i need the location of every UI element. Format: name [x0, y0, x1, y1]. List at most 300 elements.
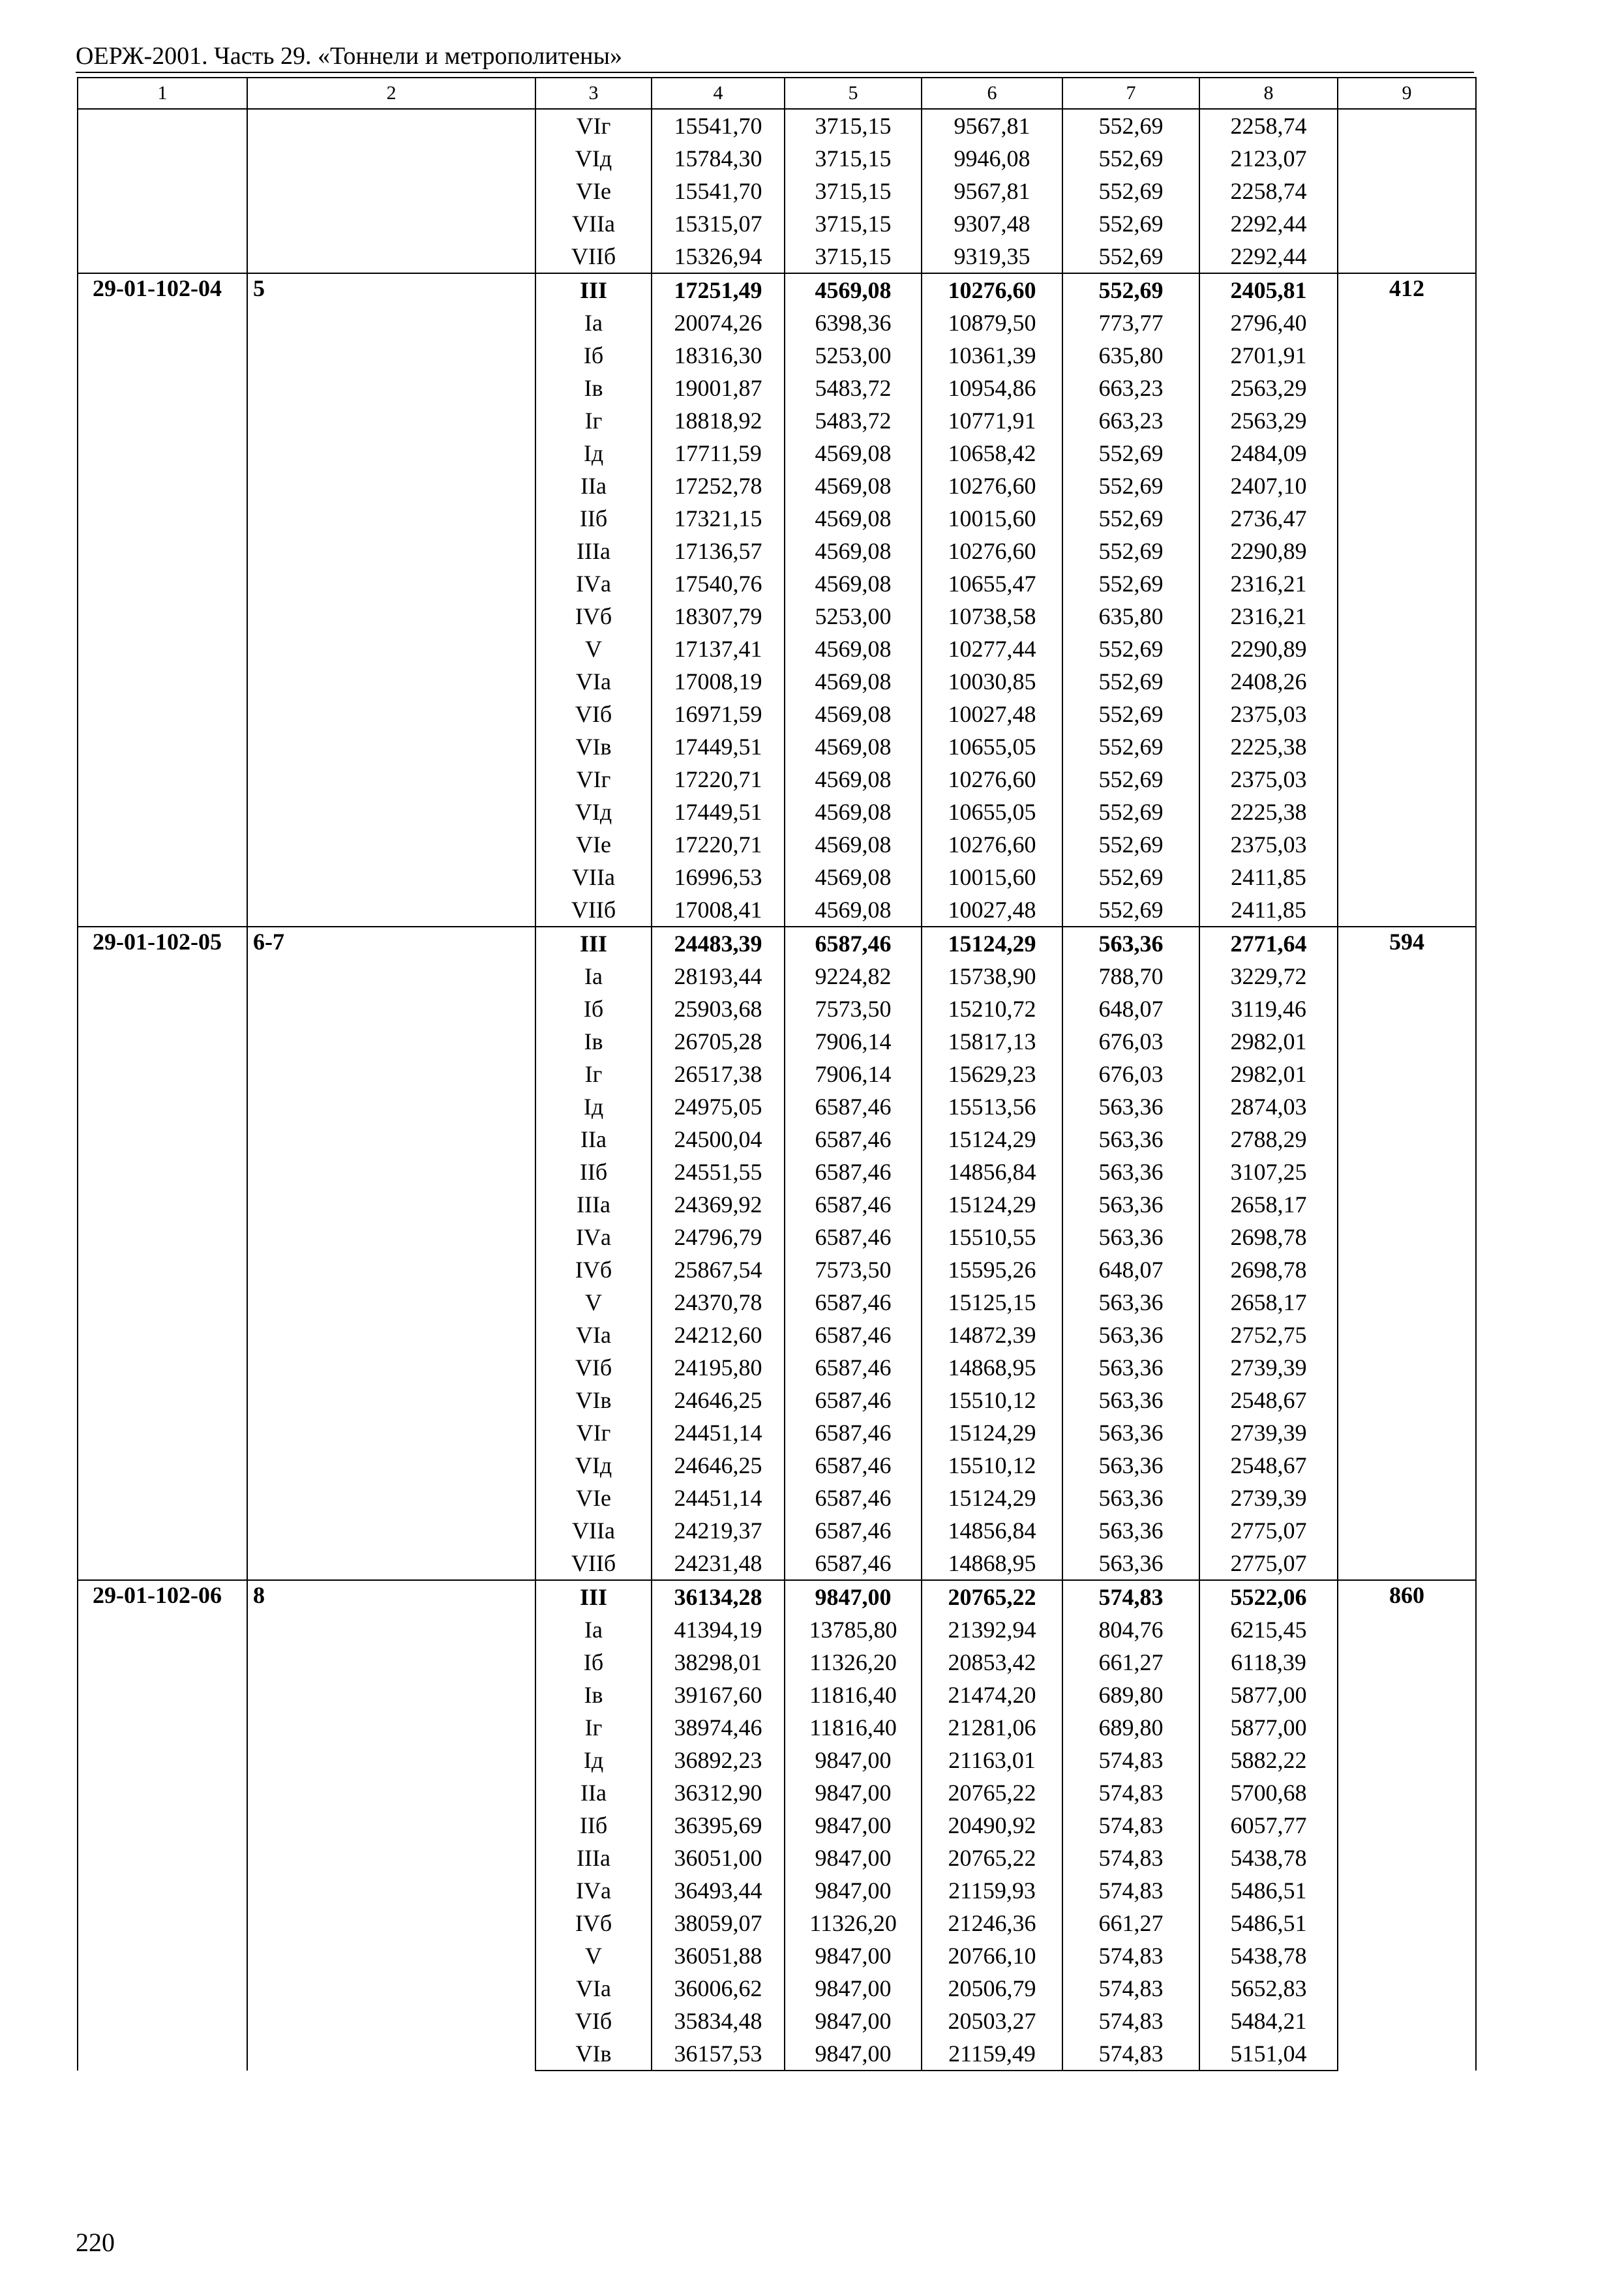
value-cell: 2408,26: [1199, 665, 1338, 698]
value-cell: 5486,51: [1199, 1907, 1338, 1939]
value-cell: 689,80: [1062, 1679, 1199, 1711]
value-cell: 20765,22: [922, 1580, 1062, 1613]
value-cell: 24370,78: [652, 1286, 785, 1319]
value-cell: 7906,14: [785, 1025, 922, 1058]
value-cell: 17251,49: [652, 273, 785, 307]
value-cell: 4569,08: [785, 861, 922, 893]
value-cell: 26517,38: [652, 1058, 785, 1090]
type-cell: Iа: [535, 307, 652, 339]
value-cell: 15629,23: [922, 1058, 1062, 1090]
value-cell: 28193,44: [652, 960, 785, 993]
value-cell: 24231,48: [652, 1547, 785, 1580]
type-cell: IIа: [535, 1776, 652, 1809]
value-cell: 17008,41: [652, 893, 785, 927]
type-cell: VIд: [535, 796, 652, 828]
value-cell: 36157,53: [652, 2037, 785, 2071]
column-header: 5: [785, 78, 922, 109]
value-cell: 804,76: [1062, 1613, 1199, 1646]
value-cell: 574,83: [1062, 1939, 1199, 1972]
type-cell: VIд: [535, 142, 652, 175]
rate-code-cell: 29-01-102-06: [78, 1580, 247, 2071]
value-cell: 788,70: [1062, 960, 1199, 993]
value-cell: 5484,21: [1199, 2005, 1338, 2037]
value-cell: 9567,81: [922, 175, 1062, 207]
value-cell: 552,69: [1062, 109, 1199, 142]
value-cell: 24369,92: [652, 1188, 785, 1221]
value-cell: 4569,08: [785, 796, 922, 828]
value-cell: 38298,01: [652, 1646, 785, 1679]
value-cell: 5877,00: [1199, 1679, 1338, 1711]
value-cell: 552,69: [1062, 535, 1199, 567]
value-cell: 18316,30: [652, 339, 785, 372]
value-cell: 9847,00: [785, 1874, 922, 1907]
value-cell: 11326,20: [785, 1907, 922, 1939]
value-cell: 552,69: [1062, 861, 1199, 893]
type-cell: Iв: [535, 1025, 652, 1058]
type-cell: IIб: [535, 502, 652, 535]
value-cell: 552,69: [1062, 633, 1199, 665]
value-cell: 635,80: [1062, 339, 1199, 372]
value-cell: 574,83: [1062, 1874, 1199, 1907]
value-cell: 14856,84: [922, 1156, 1062, 1188]
value-cell: 17449,51: [652, 730, 785, 763]
value-cell: 4569,08: [785, 567, 922, 600]
value-cell: 5877,00: [1199, 1711, 1338, 1744]
value-cell: 2739,39: [1199, 1416, 1338, 1449]
value-cell: 14856,84: [922, 1514, 1062, 1547]
value-cell: 635,80: [1062, 600, 1199, 633]
column-header: 8: [1199, 78, 1338, 109]
value-cell: 24646,25: [652, 1449, 785, 1482]
value-cell: 4569,08: [785, 273, 922, 307]
value-cell: 7573,50: [785, 1253, 922, 1286]
type-cell: IVб: [535, 1907, 652, 1939]
value-cell: 3715,15: [785, 109, 922, 142]
value-cell: 676,03: [1062, 1025, 1199, 1058]
table-row: [78, 109, 1476, 142]
type-cell: VIг: [535, 1416, 652, 1449]
value-cell: 2658,17: [1199, 1188, 1338, 1221]
value-cell: 2316,21: [1199, 567, 1338, 600]
value-cell: 17252,78: [652, 470, 785, 502]
column-header: 3: [535, 78, 652, 109]
value-cell: 2698,78: [1199, 1253, 1338, 1286]
value-cell: 2258,74: [1199, 109, 1338, 142]
column-header: 2: [247, 78, 535, 109]
type-cell: VIIа: [535, 861, 652, 893]
value-cell: 17008,19: [652, 665, 785, 698]
value-cell: 4569,08: [785, 470, 922, 502]
column-header: 6: [922, 78, 1062, 109]
value-cell: 6587,46: [785, 927, 922, 960]
value-cell: 10879,50: [922, 307, 1062, 339]
total-cell: 594: [1338, 927, 1476, 1580]
value-cell: 2563,29: [1199, 404, 1338, 437]
value-cell: 4569,08: [785, 437, 922, 470]
value-cell: 15541,70: [652, 175, 785, 207]
value-cell: 552,69: [1062, 730, 1199, 763]
value-cell: 5522,06: [1199, 1580, 1338, 1613]
value-cell: 563,36: [1062, 1188, 1199, 1221]
value-cell: 20074,26: [652, 307, 785, 339]
value-cell: 2698,78: [1199, 1221, 1338, 1253]
value-cell: 5483,72: [785, 404, 922, 437]
value-cell: 2411,85: [1199, 861, 1338, 893]
value-cell: 15817,13: [922, 1025, 1062, 1058]
value-cell: 9847,00: [785, 1809, 922, 1842]
type-cell: VIг: [535, 109, 652, 142]
value-cell: 36892,23: [652, 1744, 785, 1776]
value-cell: 41394,19: [652, 1613, 785, 1646]
header-rule: [76, 72, 1474, 73]
value-cell: 10771,91: [922, 404, 1062, 437]
value-cell: 36395,69: [652, 1809, 785, 1842]
value-cell: 9307,48: [922, 207, 1062, 240]
value-cell: 4569,08: [785, 665, 922, 698]
type-cell: Iб: [535, 339, 652, 372]
value-cell: 689,80: [1062, 1711, 1199, 1744]
value-cell: 3715,15: [785, 175, 922, 207]
table-row: [78, 1580, 1476, 1613]
value-cell: 574,83: [1062, 1809, 1199, 1842]
value-cell: 24646,25: [652, 1384, 785, 1416]
value-cell: 15124,29: [922, 1482, 1062, 1514]
type-cell: VIIб: [535, 240, 652, 273]
value-cell: 676,03: [1062, 1058, 1199, 1090]
value-cell: 6398,36: [785, 307, 922, 339]
value-cell: 20853,42: [922, 1646, 1062, 1679]
value-cell: 19001,87: [652, 372, 785, 404]
value-cell: 5253,00: [785, 339, 922, 372]
value-cell: 38974,46: [652, 1711, 785, 1744]
value-cell: 10276,60: [922, 535, 1062, 567]
value-cell: 9847,00: [785, 1972, 922, 2005]
value-cell: 15510,55: [922, 1221, 1062, 1253]
value-cell: 9847,00: [785, 2005, 922, 2037]
value-cell: 2563,29: [1199, 372, 1338, 404]
type-cell: VIв: [535, 2037, 652, 2071]
value-cell: 2375,03: [1199, 828, 1338, 861]
value-cell: 552,69: [1062, 273, 1199, 307]
value-cell: 18818,92: [652, 404, 785, 437]
value-cell: 11816,40: [785, 1711, 922, 1744]
value-cell: 4569,08: [785, 633, 922, 665]
value-cell: 2292,44: [1199, 207, 1338, 240]
value-cell: 552,69: [1062, 470, 1199, 502]
value-cell: 2736,47: [1199, 502, 1338, 535]
value-cell: 10276,60: [922, 828, 1062, 861]
value-cell: 10276,60: [922, 470, 1062, 502]
value-cell: 9946,08: [922, 142, 1062, 175]
rates-table: [77, 77, 1477, 2071]
value-cell: 2258,74: [1199, 175, 1338, 207]
value-cell: 3119,46: [1199, 993, 1338, 1025]
type-cell: VIе: [535, 175, 652, 207]
value-cell: 7573,50: [785, 993, 922, 1025]
type-cell: IVб: [535, 600, 652, 633]
value-cell: 35834,48: [652, 2005, 785, 2037]
value-cell: 2290,89: [1199, 633, 1338, 665]
type-cell: IIа: [535, 470, 652, 502]
value-cell: 4569,08: [785, 730, 922, 763]
value-cell: 17540,76: [652, 567, 785, 600]
value-cell: 2292,44: [1199, 240, 1338, 273]
value-cell: 6587,46: [785, 1547, 922, 1580]
value-cell: 20503,27: [922, 2005, 1062, 2037]
value-cell: 6587,46: [785, 1449, 922, 1482]
value-cell: 14868,95: [922, 1351, 1062, 1384]
type-cell: IVа: [535, 567, 652, 600]
value-cell: 24219,37: [652, 1514, 785, 1547]
value-cell: 36493,44: [652, 1874, 785, 1907]
value-cell: 24551,55: [652, 1156, 785, 1188]
variant-cell: 8: [247, 1580, 535, 2071]
value-cell: 36051,88: [652, 1939, 785, 1972]
type-cell: III: [535, 927, 652, 960]
value-cell: 38059,07: [652, 1907, 785, 1939]
value-cell: 9567,81: [922, 109, 1062, 142]
rate-code-cell: 29-01-102-04: [78, 273, 247, 927]
value-cell: 26705,28: [652, 1025, 785, 1058]
page-number: 220: [76, 2228, 115, 2257]
value-cell: 6587,46: [785, 1090, 922, 1123]
value-cell: 9847,00: [785, 1744, 922, 1776]
type-cell: IIIа: [535, 1842, 652, 1874]
value-cell: 10027,48: [922, 893, 1062, 927]
type-cell: Iг: [535, 1058, 652, 1090]
value-cell: 2484,09: [1199, 437, 1338, 470]
value-cell: 2225,38: [1199, 796, 1338, 828]
value-cell: 10658,42: [922, 437, 1062, 470]
value-cell: 552,69: [1062, 763, 1199, 796]
value-cell: 20766,10: [922, 1939, 1062, 1972]
value-cell: 21159,93: [922, 1874, 1062, 1907]
type-cell: VIе: [535, 1482, 652, 1514]
value-cell: 9847,00: [785, 1776, 922, 1809]
value-cell: 574,83: [1062, 2005, 1199, 2037]
value-cell: 574,83: [1062, 1842, 1199, 1874]
value-cell: 10276,60: [922, 763, 1062, 796]
value-cell: 4569,08: [785, 535, 922, 567]
value-cell: 5438,78: [1199, 1842, 1338, 1874]
value-cell: 17137,41: [652, 633, 785, 665]
value-cell: 24975,05: [652, 1090, 785, 1123]
value-cell: 648,07: [1062, 993, 1199, 1025]
total-cell: [1338, 109, 1476, 273]
value-cell: 15124,29: [922, 1123, 1062, 1156]
value-cell: 6587,46: [785, 1482, 922, 1514]
type-cell: Iг: [535, 1711, 652, 1744]
value-cell: 24212,60: [652, 1319, 785, 1351]
value-cell: 21392,94: [922, 1613, 1062, 1646]
value-cell: 2123,07: [1199, 142, 1338, 175]
value-cell: 6587,46: [785, 1188, 922, 1221]
value-cell: 21163,01: [922, 1744, 1062, 1776]
value-cell: 5700,68: [1199, 1776, 1338, 1809]
value-cell: 17136,57: [652, 535, 785, 567]
type-cell: VIб: [535, 2005, 652, 2037]
value-cell: 25903,68: [652, 993, 785, 1025]
value-cell: 563,36: [1062, 1482, 1199, 1514]
column-header: 4: [652, 78, 785, 109]
value-cell: 6587,46: [785, 1319, 922, 1351]
variant-cell: 5: [247, 273, 535, 927]
value-cell: 563,36: [1062, 1547, 1199, 1580]
value-cell: 663,23: [1062, 372, 1199, 404]
type-cell: IIIа: [535, 535, 652, 567]
value-cell: 9224,82: [785, 960, 922, 993]
value-cell: 9847,00: [785, 1842, 922, 1874]
value-cell: 663,23: [1062, 404, 1199, 437]
type-cell: IIIа: [535, 1188, 652, 1221]
column-header: 9: [1338, 78, 1476, 109]
value-cell: 5151,04: [1199, 2037, 1338, 2071]
value-cell: 10361,39: [922, 339, 1062, 372]
value-cell: 6587,46: [785, 1286, 922, 1319]
type-cell: VIIа: [535, 207, 652, 240]
type-cell: Iа: [535, 960, 652, 993]
value-cell: 9847,00: [785, 2037, 922, 2071]
value-cell: 18307,79: [652, 600, 785, 633]
value-cell: 6587,46: [785, 1351, 922, 1384]
value-cell: 15510,12: [922, 1384, 1062, 1416]
value-cell: 6587,46: [785, 1156, 922, 1188]
type-cell: Iб: [535, 993, 652, 1025]
value-cell: 25867,54: [652, 1253, 785, 1286]
value-cell: 15210,72: [922, 993, 1062, 1025]
value-cell: 552,69: [1062, 796, 1199, 828]
value-cell: 2411,85: [1199, 893, 1338, 927]
value-cell: 2752,75: [1199, 1319, 1338, 1351]
value-cell: 5486,51: [1199, 1874, 1338, 1907]
variant-cell: [247, 109, 535, 273]
value-cell: 563,36: [1062, 1416, 1199, 1449]
value-cell: 10030,85: [922, 665, 1062, 698]
value-cell: 574,83: [1062, 1776, 1199, 1809]
value-cell: 3715,15: [785, 142, 922, 175]
value-cell: 563,36: [1062, 1156, 1199, 1188]
value-cell: 11326,20: [785, 1646, 922, 1679]
value-cell: 20506,79: [922, 1972, 1062, 2005]
value-cell: 2701,91: [1199, 339, 1338, 372]
type-cell: VIIб: [535, 1547, 652, 1580]
type-cell: VIа: [535, 1319, 652, 1351]
value-cell: 24451,14: [652, 1482, 785, 1514]
value-cell: 6587,46: [785, 1384, 922, 1416]
type-cell: IIб: [535, 1156, 652, 1188]
value-cell: 2375,03: [1199, 698, 1338, 730]
value-cell: 2548,67: [1199, 1449, 1338, 1482]
type-cell: V: [535, 1939, 652, 1972]
value-cell: 10277,44: [922, 633, 1062, 665]
value-cell: 2775,07: [1199, 1514, 1338, 1547]
total-cell: 860: [1338, 1580, 1476, 2071]
table-row: [78, 927, 1476, 960]
value-cell: 36312,90: [652, 1776, 785, 1809]
value-cell: 6118,39: [1199, 1646, 1338, 1679]
value-cell: 3107,25: [1199, 1156, 1338, 1188]
rate-code-cell: 29-01-102-05: [78, 927, 247, 1580]
value-cell: 4569,08: [785, 893, 922, 927]
value-cell: 15315,07: [652, 207, 785, 240]
value-cell: 24195,80: [652, 1351, 785, 1384]
type-cell: III: [535, 273, 652, 307]
value-cell: 4569,08: [785, 763, 922, 796]
value-cell: 2739,39: [1199, 1482, 1338, 1514]
value-cell: 10015,60: [922, 502, 1062, 535]
value-cell: 2225,38: [1199, 730, 1338, 763]
value-cell: 563,36: [1062, 1319, 1199, 1351]
value-cell: 5483,72: [785, 372, 922, 404]
value-cell: 6587,46: [785, 1123, 922, 1156]
value-cell: 2405,81: [1199, 273, 1338, 307]
type-cell: Iб: [535, 1646, 652, 1679]
value-cell: 552,69: [1062, 665, 1199, 698]
column-number-row: [78, 78, 1476, 109]
value-cell: 2771,64: [1199, 927, 1338, 960]
type-cell: VIIа: [535, 1514, 652, 1547]
value-cell: 16996,53: [652, 861, 785, 893]
value-cell: 20765,22: [922, 1842, 1062, 1874]
value-cell: 552,69: [1062, 240, 1199, 273]
table-header: [78, 78, 1476, 109]
value-cell: 15326,94: [652, 240, 785, 273]
value-cell: 10738,58: [922, 600, 1062, 633]
type-cell: VIIб: [535, 893, 652, 927]
value-cell: 574,83: [1062, 1972, 1199, 2005]
value-cell: 5253,00: [785, 600, 922, 633]
type-cell: IIа: [535, 1123, 652, 1156]
value-cell: 9319,35: [922, 240, 1062, 273]
value-cell: 15125,15: [922, 1286, 1062, 1319]
value-cell: 3715,15: [785, 240, 922, 273]
type-cell: Iв: [535, 372, 652, 404]
value-cell: 6587,46: [785, 1221, 922, 1253]
type-cell: Iд: [535, 1090, 652, 1123]
value-cell: 17220,71: [652, 763, 785, 796]
value-cell: 24483,39: [652, 927, 785, 960]
value-cell: 14868,95: [922, 1547, 1062, 1580]
type-cell: VIа: [535, 1972, 652, 2005]
value-cell: 563,36: [1062, 927, 1199, 960]
value-cell: 15595,26: [922, 1253, 1062, 1286]
value-cell: 17711,59: [652, 437, 785, 470]
value-cell: 2290,89: [1199, 535, 1338, 567]
value-cell: 39167,60: [652, 1679, 785, 1711]
value-cell: 2796,40: [1199, 307, 1338, 339]
value-cell: 10954,86: [922, 372, 1062, 404]
value-cell: 563,36: [1062, 1090, 1199, 1123]
value-cell: 4569,08: [785, 698, 922, 730]
value-cell: 4569,08: [785, 502, 922, 535]
type-cell: IIб: [535, 1809, 652, 1842]
type-cell: VIб: [535, 698, 652, 730]
value-cell: 36006,62: [652, 1972, 785, 2005]
value-cell: 574,83: [1062, 1580, 1199, 1613]
type-cell: Iг: [535, 404, 652, 437]
type-cell: IVа: [535, 1874, 652, 1907]
value-cell: 6587,46: [785, 1514, 922, 1547]
value-cell: 24796,79: [652, 1221, 785, 1253]
value-cell: 2775,07: [1199, 1547, 1338, 1580]
value-cell: 21281,06: [922, 1711, 1062, 1744]
value-cell: 10276,60: [922, 273, 1062, 307]
value-cell: 563,36: [1062, 1286, 1199, 1319]
value-cell: 574,83: [1062, 1744, 1199, 1776]
value-cell: 11816,40: [785, 1679, 922, 1711]
value-cell: 21474,20: [922, 1679, 1062, 1711]
value-cell: 14872,39: [922, 1319, 1062, 1351]
